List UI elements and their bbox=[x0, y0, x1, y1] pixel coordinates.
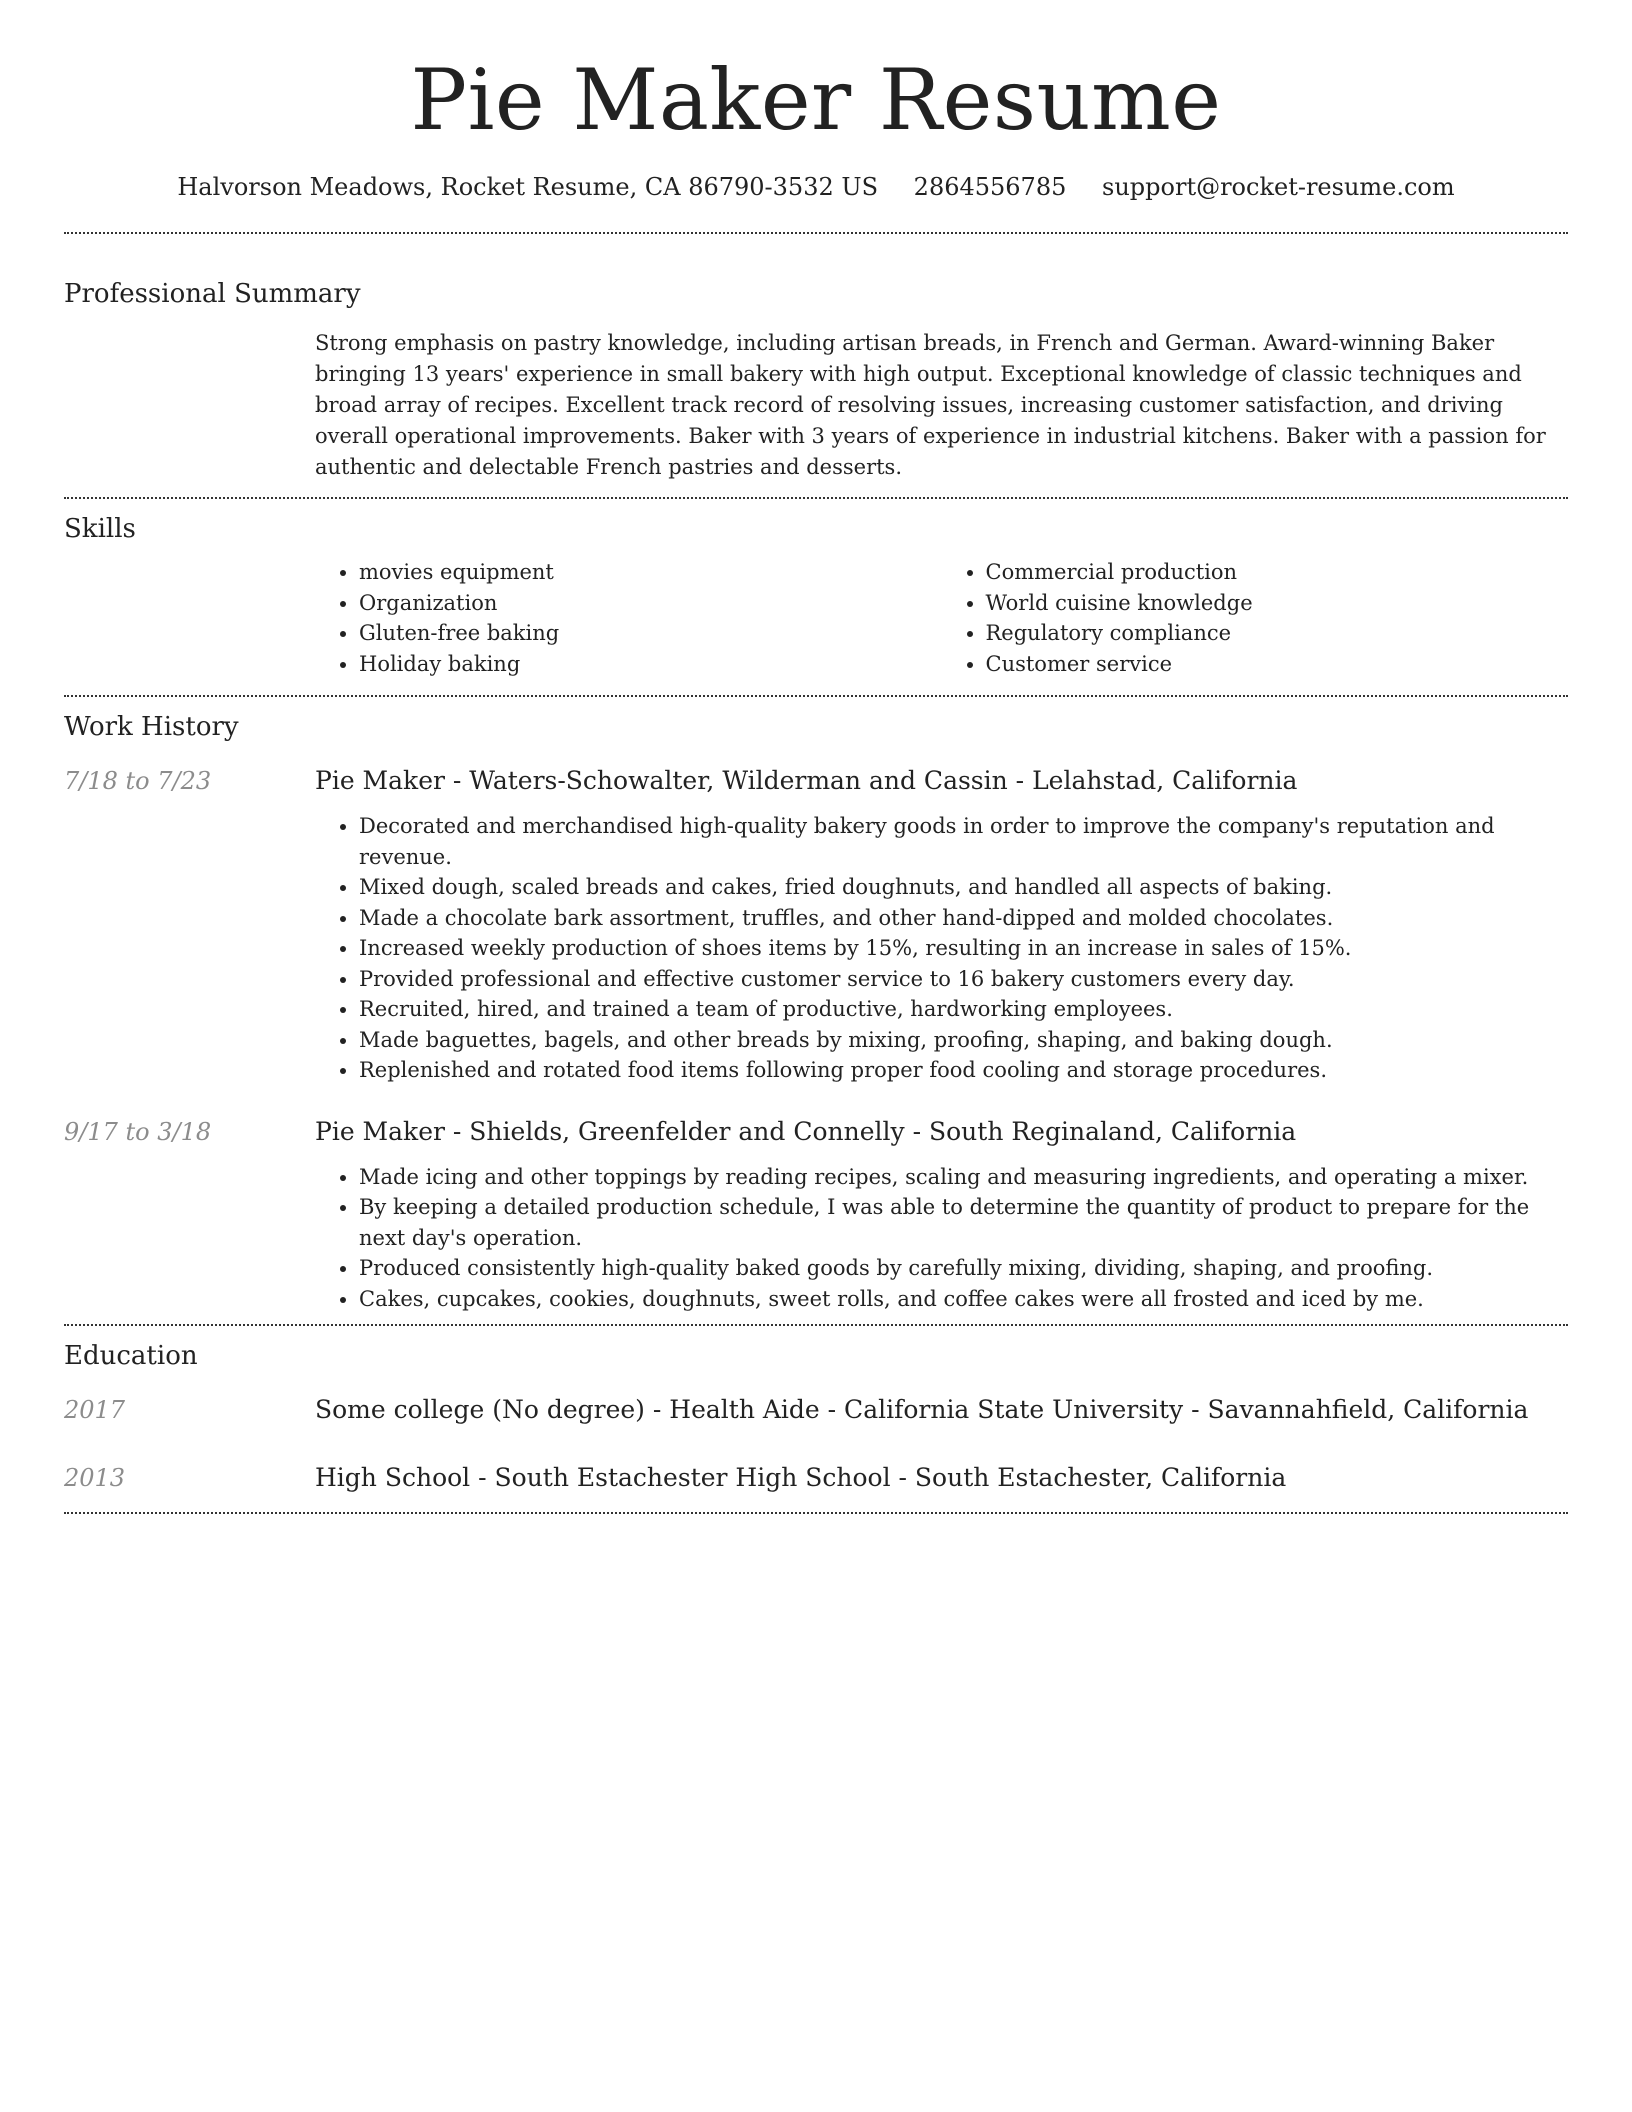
job-heading bbox=[315, 765, 1568, 797]
work-heading: Work History bbox=[64, 712, 239, 742]
duty-item: • Recruited, hired, and trained a team of productive, hardworking employees. bbox=[359, 994, 1568, 1025]
skills-section bbox=[64, 499, 1568, 697]
education-heading-line bbox=[315, 1462, 1568, 1494]
education-degree: Some college (No degree) - Health Aide bbox=[315, 1395, 820, 1424]
duty-item: • Increased weekly production of shoes items by 15%, resulting in an increase in sales of 15%. bbox=[359, 933, 1568, 964]
skills-heading: Skills bbox=[64, 514, 136, 544]
job-content bbox=[315, 765, 1568, 1086]
work-section bbox=[64, 697, 1568, 1326]
job-employer: - Waters-Schowalter, Wilderman and Cassin - Lelahstad, California bbox=[444, 766, 1298, 795]
job-role: Pie Maker bbox=[315, 1116, 445, 1146]
job-duties bbox=[315, 1162, 1568, 1315]
summary-heading: Professional Summary bbox=[64, 279, 361, 309]
skill-item: • Gluten-free baking bbox=[359, 618, 942, 649]
skill-item: • World cuisine knowledge bbox=[986, 588, 1569, 619]
skill-item: • movies equipment bbox=[359, 557, 942, 588]
duty-item: • Made icing and other toppings by reading recipes, scaling and measuring ingredients, and operating a mixer. bbox=[359, 1162, 1568, 1193]
skill-item: • Organization bbox=[359, 588, 942, 619]
contact-address: Halvorson Meadows, Rocket Resume, CA 86790-3532 US bbox=[177, 173, 879, 201]
job-content bbox=[315, 1116, 1568, 1315]
duty-item: • Mixed dough, scaled breads and cakes, fried doughnuts, and handled all aspects of baking. bbox=[359, 872, 1568, 903]
education-degree: High School bbox=[315, 1463, 471, 1492]
skills-column-left bbox=[315, 557, 942, 679]
duty-item: • Replenished and rotated food items following proper food cooling and storage procedures. bbox=[359, 1055, 1568, 1086]
skill-item: • Commercial production bbox=[986, 557, 1569, 588]
education-entry bbox=[64, 1462, 1568, 1494]
skill-item: • Holiday baking bbox=[359, 649, 942, 680]
contact-info bbox=[64, 170, 1568, 234]
summary-text: Strong emphasis on pastry knowledge, including artisan breads, in French and German. Award-winning Baker bringing 13 years' experience in small bakery with high output. Exceptional knowledge of classic techniques and broad array of recipes. Excellent track record of resolving issues, increasing customer satisfaction, and driving overall operational improvements. Baker with 3 years of experience in industrial kitchens. Baker with a passion for authentic and delectable French pastries and desserts. bbox=[315, 331, 1546, 479]
education-content bbox=[315, 1394, 1568, 1426]
summary-section bbox=[64, 234, 1568, 499]
education-year: 2013 bbox=[64, 1464, 126, 1492]
duty-item: • Provided professional and effective customer service to 16 bakery customers every day. bbox=[359, 964, 1568, 995]
resume-title: Pie Maker Resume bbox=[410, 51, 1222, 149]
skills-column-right bbox=[942, 557, 1569, 679]
contact-phone: 2864556785 bbox=[913, 173, 1067, 201]
duty-item: • Made a chocolate bark assortment, truffles, and other hand-dipped and molded chocolates. bbox=[359, 903, 1568, 934]
education-section bbox=[64, 1326, 1568, 1514]
job-dates: 9/17 to 3/18 bbox=[64, 1117, 212, 1146]
job-entry bbox=[64, 765, 1568, 1086]
duty-item: • Decorated and merchandised high-quality bakery goods in order to improve the company's reputation and revenue. bbox=[359, 811, 1568, 872]
duty-item: • Produced consistently high-quality baked goods by carefully mixing, dividing, shaping, and proofing. bbox=[359, 1253, 1568, 1284]
job-heading bbox=[315, 1116, 1568, 1148]
education-content bbox=[315, 1462, 1568, 1494]
education-entry bbox=[64, 1394, 1568, 1426]
skills-grid bbox=[315, 557, 1568, 695]
education-heading: Education bbox=[64, 1341, 198, 1371]
job-duties bbox=[315, 811, 1568, 1086]
duty-item: • Made baguettes, bagels, and other breads by mixing, proofing, shaping, and baking dough. bbox=[359, 1025, 1568, 1056]
job-entry bbox=[64, 1116, 1568, 1315]
contact-email: support@rocket-resume.com bbox=[1102, 173, 1455, 201]
duty-item: • By keeping a detailed production schedule, I was able to determine the quantity of product to prepare for the next day's operation. bbox=[359, 1192, 1568, 1253]
education-school: - California State University - Savannahfield, California bbox=[819, 1395, 1529, 1424]
education-school: - South Estachester High School - South Estachester, California bbox=[470, 1463, 1287, 1492]
education-heading-line bbox=[315, 1394, 1568, 1426]
duty-item: • Cakes, cupcakes, cookies, doughnuts, sweet rolls, and coffee cakes were all frosted and iced by me. bbox=[359, 1284, 1568, 1315]
job-dates: 7/18 to 7/23 bbox=[64, 767, 212, 795]
skill-item: • Customer service bbox=[986, 649, 1569, 680]
job-employer: - Shields, Greenfelder and Connelly - South Reginaland, California bbox=[444, 1116, 1297, 1146]
skill-item: • Regulatory compliance bbox=[986, 618, 1569, 649]
resume-page bbox=[64, 0, 1568, 1514]
job-role: Pie Maker bbox=[315, 766, 445, 795]
education-year: 2017 bbox=[64, 1396, 126, 1424]
